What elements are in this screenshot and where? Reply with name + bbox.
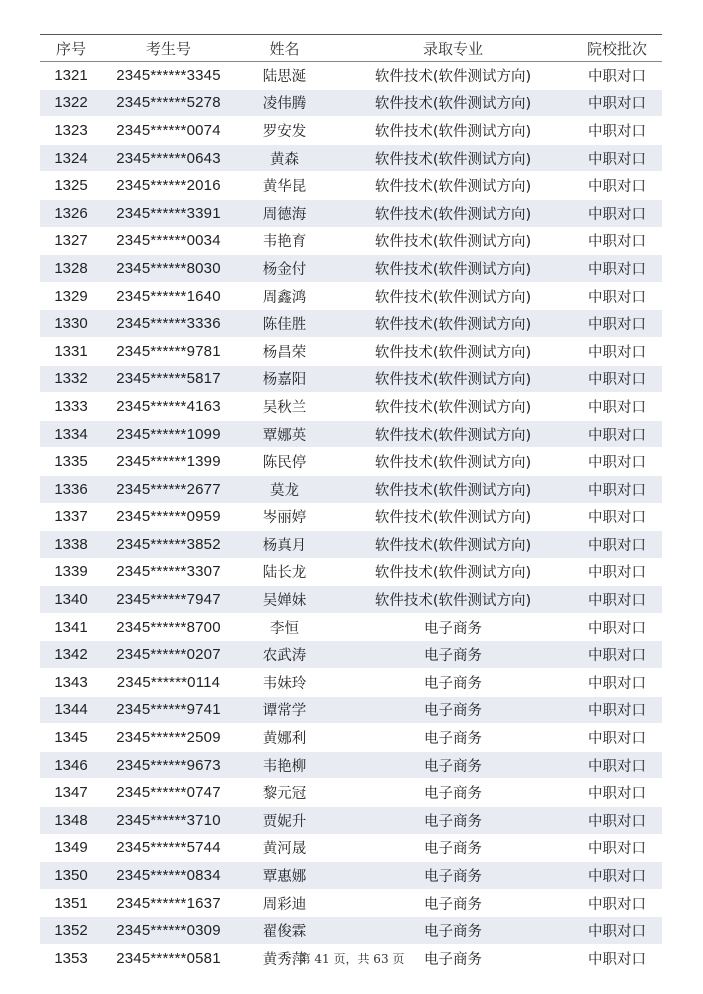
cell-name: 覃惠娜 xyxy=(235,862,334,890)
cell-batch: 中职对口 xyxy=(572,751,662,779)
cell-exam-id: 2345******0309 xyxy=(102,917,235,945)
table-row xyxy=(40,62,662,90)
table-header xyxy=(40,35,662,62)
cell-batch: 中职对口 xyxy=(572,255,662,283)
cell-exam-id: 2345******9781 xyxy=(102,337,235,365)
cell-seq: 1327 xyxy=(40,227,102,255)
cell-major: 软件技术(软件测试方向) xyxy=(334,531,572,559)
cell-exam-id: 2345******0959 xyxy=(102,503,235,531)
table-row xyxy=(40,282,662,310)
cell-batch: 中职对口 xyxy=(572,89,662,117)
cell-exam-id: 2345******0114 xyxy=(102,669,235,697)
cell-name: 罗安发 xyxy=(235,117,334,145)
table-row xyxy=(40,889,662,917)
cell-name: 李恒 xyxy=(235,613,334,641)
cell-major: 软件技术(软件测试方向) xyxy=(334,117,572,145)
table-row xyxy=(40,420,662,448)
cell-name: 周德海 xyxy=(235,199,334,227)
cell-name: 莫龙 xyxy=(235,475,334,503)
table-row xyxy=(40,89,662,117)
cell-major: 电子商务 xyxy=(334,917,572,945)
cell-batch: 中职对口 xyxy=(572,503,662,531)
table-row xyxy=(40,586,662,614)
cell-name: 谭常学 xyxy=(235,696,334,724)
cell-exam-id: 2345******5817 xyxy=(102,365,235,393)
cell-exam-id: 2345******5744 xyxy=(102,834,235,862)
cell-seq: 1340 xyxy=(40,586,102,614)
cell-seq: 1348 xyxy=(40,807,102,835)
cell-exam-id: 2345******3391 xyxy=(102,199,235,227)
cell-seq: 1343 xyxy=(40,669,102,697)
table-row xyxy=(40,862,662,890)
cell-name: 贾妮升 xyxy=(235,807,334,835)
cell-seq: 1351 xyxy=(40,889,102,917)
cell-name: 韦妹玲 xyxy=(235,669,334,697)
cell-major: 电子商务 xyxy=(334,696,572,724)
cell-major: 电子商务 xyxy=(334,834,572,862)
cell-seq: 1321 xyxy=(40,62,102,90)
table-row xyxy=(40,365,662,393)
cell-name: 凌伟腾 xyxy=(235,89,334,117)
table-row xyxy=(40,227,662,255)
cell-seq: 1352 xyxy=(40,917,102,945)
cell-batch: 中职对口 xyxy=(572,613,662,641)
table-row xyxy=(40,669,662,697)
cell-major: 软件技术(软件测试方向) xyxy=(334,393,572,421)
cell-exam-id: 2345******1637 xyxy=(102,889,235,917)
cell-major: 电子商务 xyxy=(334,641,572,669)
cell-name: 韦艳柳 xyxy=(235,751,334,779)
cell-exam-id: 2345******0034 xyxy=(102,227,235,255)
table-row xyxy=(40,807,662,835)
cell-exam-id: 2345******8030 xyxy=(102,255,235,283)
cell-exam-id: 2345******0207 xyxy=(102,641,235,669)
header-seq: 序号 xyxy=(40,35,102,62)
table-row xyxy=(40,834,662,862)
cell-major: 电子商务 xyxy=(334,613,572,641)
cell-exam-id: 2345******1099 xyxy=(102,420,235,448)
cell-name: 陈佳胜 xyxy=(235,310,334,338)
cell-exam-id: 2345******3345 xyxy=(102,62,235,90)
table-row xyxy=(40,531,662,559)
cell-batch: 中职对口 xyxy=(572,669,662,697)
table-row xyxy=(40,393,662,421)
cell-major: 软件技术(软件测试方向) xyxy=(334,558,572,586)
cell-name: 陈民停 xyxy=(235,448,334,476)
cell-exam-id: 2345******7947 xyxy=(102,586,235,614)
cell-name: 陆长龙 xyxy=(235,558,334,586)
cell-exam-id: 2345******8700 xyxy=(102,613,235,641)
cell-major: 软件技术(软件测试方向) xyxy=(334,420,572,448)
cell-batch: 中职对口 xyxy=(572,917,662,945)
cell-major: 软件技术(软件测试方向) xyxy=(334,448,572,476)
cell-name: 杨昌荣 xyxy=(235,337,334,365)
table-row xyxy=(40,448,662,476)
cell-seq: 1350 xyxy=(40,862,102,890)
cell-seq: 1335 xyxy=(40,448,102,476)
cell-exam-id: 2345******0834 xyxy=(102,862,235,890)
cell-name: 岑丽婷 xyxy=(235,503,334,531)
cell-name: 陆思涎 xyxy=(235,62,334,90)
cell-seq: 1353 xyxy=(40,945,102,973)
cell-batch: 中职对口 xyxy=(572,420,662,448)
cell-exam-id: 2345******2677 xyxy=(102,475,235,503)
cell-seq: 1336 xyxy=(40,475,102,503)
page-footer: 第 41 页，共 63 页 xyxy=(298,952,405,966)
cell-major: 软件技术(软件测试方向) xyxy=(334,255,572,283)
cell-seq: 1331 xyxy=(40,337,102,365)
cell-batch: 中职对口 xyxy=(572,199,662,227)
table-row xyxy=(40,337,662,365)
table-row xyxy=(40,310,662,338)
cell-batch: 中职对口 xyxy=(572,365,662,393)
cell-seq: 1324 xyxy=(40,144,102,172)
cell-batch: 中职对口 xyxy=(572,807,662,835)
cell-name: 黄华昆 xyxy=(235,172,334,200)
cell-seq: 1323 xyxy=(40,117,102,145)
cell-seq: 1346 xyxy=(40,751,102,779)
cell-name: 杨真月 xyxy=(235,531,334,559)
cell-seq: 1338 xyxy=(40,531,102,559)
cell-major: 软件技术(软件测试方向) xyxy=(334,503,572,531)
cell-name: 杨嘉阳 xyxy=(235,365,334,393)
cell-exam-id: 2345******2016 xyxy=(102,172,235,200)
cell-exam-id: 2345******3852 xyxy=(102,531,235,559)
table-row xyxy=(40,144,662,172)
cell-batch: 中职对口 xyxy=(572,144,662,172)
table-body xyxy=(40,62,662,973)
table-row xyxy=(40,199,662,227)
cell-name: 吴婵妹 xyxy=(235,586,334,614)
cell-major: 软件技术(软件测试方向) xyxy=(334,310,572,338)
cell-name: 黄河晟 xyxy=(235,834,334,862)
cell-batch: 中职对口 xyxy=(572,586,662,614)
cell-exam-id: 2345******2509 xyxy=(102,724,235,752)
table-row xyxy=(40,558,662,586)
cell-name: 韦艳育 xyxy=(235,227,334,255)
cell-major: 软件技术(软件测试方向) xyxy=(334,144,572,172)
cell-major: 软件技术(软件测试方向) xyxy=(334,365,572,393)
header-exam-id: 考生号 xyxy=(102,35,235,62)
cell-seq: 1349 xyxy=(40,834,102,862)
cell-major: 电子商务 xyxy=(334,945,572,973)
cell-batch: 中职对口 xyxy=(572,724,662,752)
cell-major: 电子商务 xyxy=(334,751,572,779)
cell-major: 软件技术(软件测试方向) xyxy=(334,282,572,310)
cell-major: 软件技术(软件测试方向) xyxy=(334,337,572,365)
cell-name: 吴秋兰 xyxy=(235,393,334,421)
cell-batch: 中职对口 xyxy=(572,531,662,559)
cell-major: 电子商务 xyxy=(334,889,572,917)
cell-major: 软件技术(软件测试方向) xyxy=(334,227,572,255)
cell-batch: 中职对口 xyxy=(572,475,662,503)
header-batch: 院校批次 xyxy=(572,35,662,62)
cell-seq: 1341 xyxy=(40,613,102,641)
cell-exam-id: 2345******0643 xyxy=(102,144,235,172)
table-row xyxy=(40,475,662,503)
cell-exam-id: 2345******5278 xyxy=(102,89,235,117)
cell-batch: 中职对口 xyxy=(572,117,662,145)
table-row xyxy=(40,641,662,669)
cell-batch: 中职对口 xyxy=(572,889,662,917)
cell-batch: 中职对口 xyxy=(572,337,662,365)
cell-name: 黄娜利 xyxy=(235,724,334,752)
cell-batch: 中职对口 xyxy=(572,696,662,724)
header-name: 姓名 xyxy=(235,35,334,62)
cell-seq: 1332 xyxy=(40,365,102,393)
cell-exam-id: 2345******1640 xyxy=(102,282,235,310)
header-major: 录取专业 xyxy=(334,35,572,62)
table-row xyxy=(40,779,662,807)
table-row xyxy=(40,917,662,945)
table-row xyxy=(40,751,662,779)
cell-name: 黄森 xyxy=(235,144,334,172)
admission-roster-table xyxy=(40,34,662,973)
cell-seq: 1337 xyxy=(40,503,102,531)
cell-name: 覃娜英 xyxy=(235,420,334,448)
cell-batch: 中职对口 xyxy=(572,779,662,807)
cell-batch: 中职对口 xyxy=(572,448,662,476)
cell-exam-id: 2345******0747 xyxy=(102,779,235,807)
cell-exam-id: 2345******9673 xyxy=(102,751,235,779)
cell-seq: 1342 xyxy=(40,641,102,669)
cell-exam-id: 2345******0581 xyxy=(102,945,235,973)
cell-batch: 中职对口 xyxy=(572,834,662,862)
cell-major: 软件技术(软件测试方向) xyxy=(334,475,572,503)
cell-name: 黎元冠 xyxy=(235,779,334,807)
cell-seq: 1334 xyxy=(40,420,102,448)
header-row xyxy=(40,35,662,62)
cell-exam-id: 2345******0074 xyxy=(102,117,235,145)
table-row xyxy=(40,613,662,641)
cell-seq: 1345 xyxy=(40,724,102,752)
cell-seq: 1333 xyxy=(40,393,102,421)
cell-name: 翟俊霖 xyxy=(235,917,334,945)
cell-batch: 中职对口 xyxy=(572,945,662,973)
cell-major: 电子商务 xyxy=(334,807,572,835)
cell-name: 周鑫鸿 xyxy=(235,282,334,310)
cell-batch: 中职对口 xyxy=(572,558,662,586)
cell-batch: 中职对口 xyxy=(572,310,662,338)
table-row xyxy=(40,255,662,283)
table-row xyxy=(40,696,662,724)
cell-exam-id: 2345******4163 xyxy=(102,393,235,421)
cell-name: 黄秀萍 xyxy=(235,945,334,973)
cell-seq: 1325 xyxy=(40,172,102,200)
cell-major: 软件技术(软件测试方向) xyxy=(334,89,572,117)
cell-exam-id: 2345******3710 xyxy=(102,807,235,835)
cell-exam-id: 2345******9741 xyxy=(102,696,235,724)
cell-name: 周彩迪 xyxy=(235,889,334,917)
cell-major: 电子商务 xyxy=(334,862,572,890)
cell-batch: 中职对口 xyxy=(572,862,662,890)
cell-batch: 中职对口 xyxy=(572,227,662,255)
cell-seq: 1329 xyxy=(40,282,102,310)
cell-batch: 中职对口 xyxy=(572,393,662,421)
cell-seq: 1347 xyxy=(40,779,102,807)
cell-exam-id: 2345******3336 xyxy=(102,310,235,338)
cell-major: 电子商务 xyxy=(334,724,572,752)
table-row xyxy=(40,503,662,531)
cell-name: 农武涛 xyxy=(235,641,334,669)
cell-major: 电子商务 xyxy=(334,779,572,807)
cell-major: 软件技术(软件测试方向) xyxy=(334,62,572,90)
table-row xyxy=(40,117,662,145)
cell-seq: 1330 xyxy=(40,310,102,338)
cell-seq: 1339 xyxy=(40,558,102,586)
cell-batch: 中职对口 xyxy=(572,641,662,669)
cell-seq: 1322 xyxy=(40,89,102,117)
cell-major: 软件技术(软件测试方向) xyxy=(334,172,572,200)
cell-exam-id: 2345******3307 xyxy=(102,558,235,586)
cell-seq: 1344 xyxy=(40,696,102,724)
cell-batch: 中职对口 xyxy=(572,282,662,310)
cell-major: 软件技术(软件测试方向) xyxy=(334,586,572,614)
cell-name: 杨金付 xyxy=(235,255,334,283)
table-row xyxy=(40,724,662,752)
cell-major: 电子商务 xyxy=(334,669,572,697)
cell-seq: 1326 xyxy=(40,199,102,227)
cell-major: 软件技术(软件测试方向) xyxy=(334,199,572,227)
cell-seq: 1328 xyxy=(40,255,102,283)
table-row xyxy=(40,172,662,200)
cell-batch: 中职对口 xyxy=(572,62,662,90)
cell-exam-id: 2345******1399 xyxy=(102,448,235,476)
cell-batch: 中职对口 xyxy=(572,172,662,200)
